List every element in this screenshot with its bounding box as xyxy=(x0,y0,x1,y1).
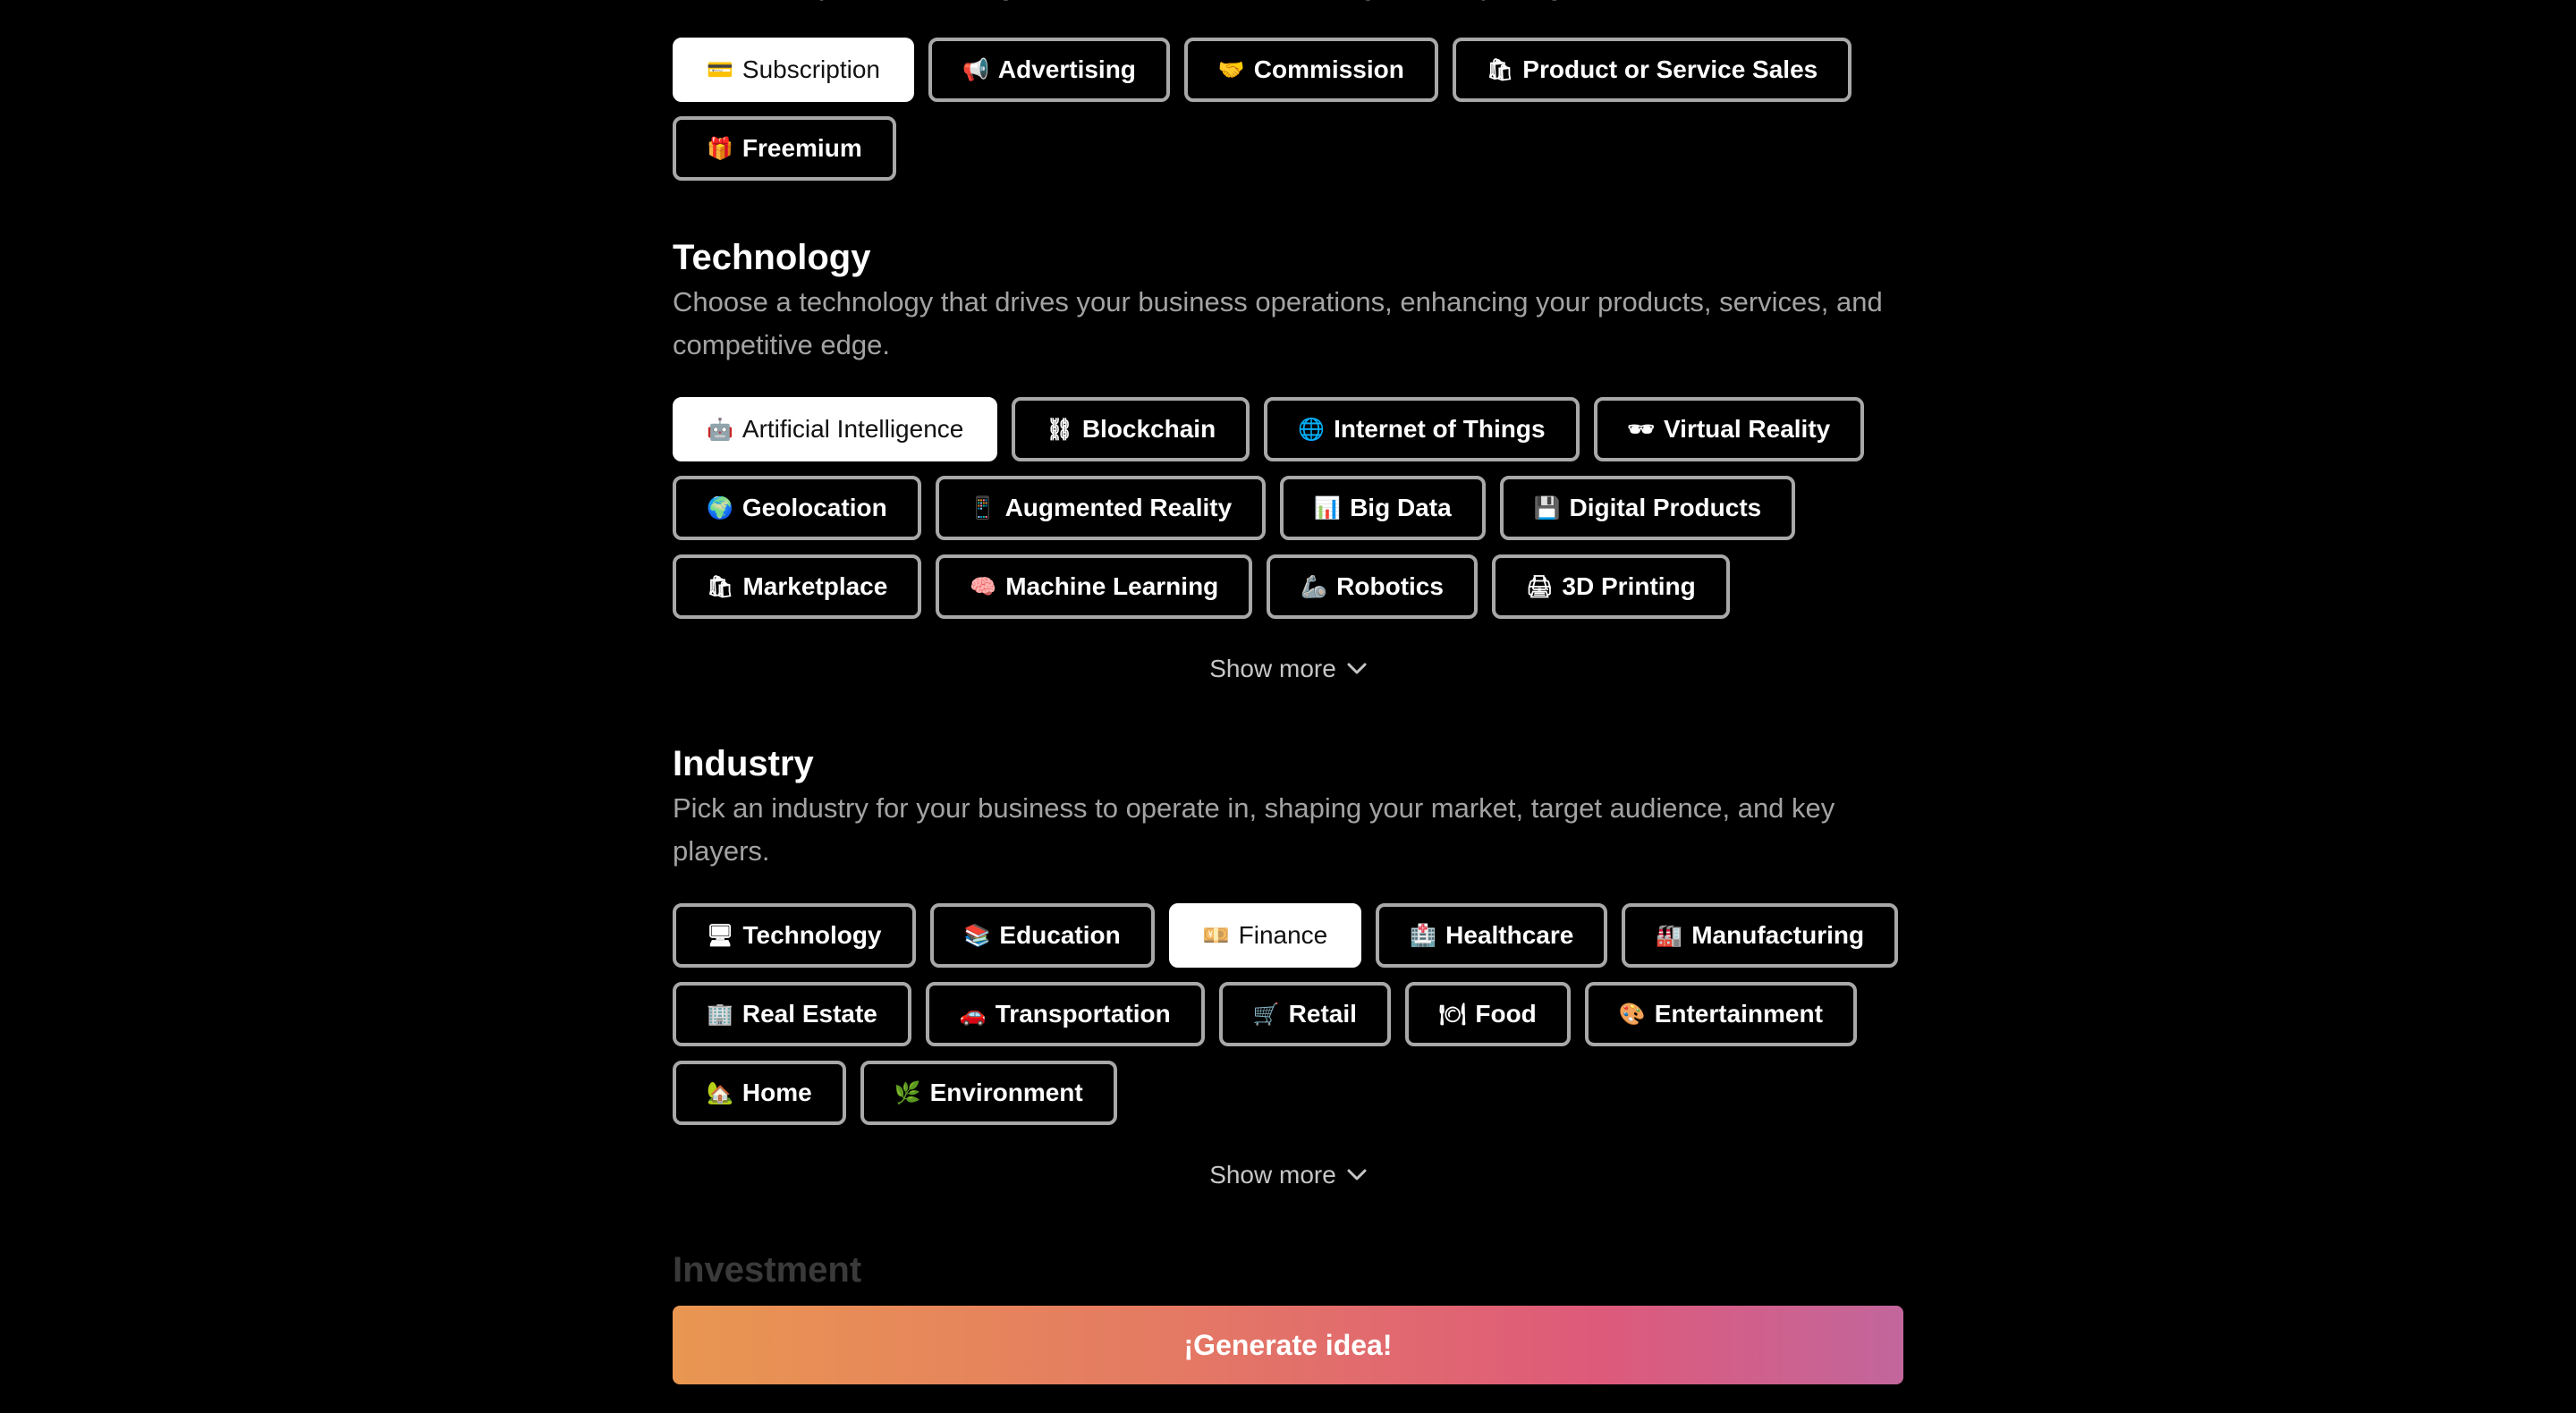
robotics-emoji-icon: 🦾 xyxy=(1301,574,1328,599)
option-label: Internet of Things xyxy=(1334,415,1546,443)
option-label: Manufacturing xyxy=(1691,921,1865,949)
option-machine-learning[interactable] xyxy=(936,554,1252,619)
section-description: Pick an industry for your business to operate in, shaping your market, target audience, and key players. xyxy=(673,792,1835,867)
option-label: Commission xyxy=(1253,55,1404,83)
option-technology[interactable] xyxy=(673,903,916,968)
finance-emoji-icon: 💴 xyxy=(1202,923,1230,948)
section-title: Industry xyxy=(673,744,814,783)
product-or-service-sales-emoji-icon: 🛍 xyxy=(1486,57,1514,82)
option-advertising[interactable] xyxy=(928,38,1170,102)
option-label: Geolocation xyxy=(741,494,887,521)
manufacturing-emoji-icon: 🏭 xyxy=(1656,923,1683,948)
technology-options xyxy=(673,397,1903,619)
option-digital-products[interactable] xyxy=(1500,476,1796,540)
option-label: Retail xyxy=(1288,1000,1357,1028)
subscription-emoji-icon: 💳 xyxy=(707,57,733,82)
section-industry xyxy=(673,740,1903,1193)
option-label: Finance xyxy=(1238,921,1328,949)
option-label: Machine Learning xyxy=(1005,572,1219,600)
option-environment[interactable] xyxy=(860,1061,1117,1125)
option-big-data[interactable] xyxy=(1280,476,1485,540)
generate-idea-button[interactable]: ¡Generate idea! xyxy=(673,1306,1903,1384)
advertising-emoji-icon: 📢 xyxy=(962,57,989,82)
digital-products-emoji-icon: 💾 xyxy=(1533,495,1561,520)
option-internet-of-things[interactable] xyxy=(1264,397,1579,461)
3d-printing-emoji-icon: 🖨 xyxy=(1525,574,1554,599)
virtual-reality-emoji-icon: 🕶 xyxy=(1627,417,1655,442)
section-title: Investment xyxy=(673,1250,862,1290)
option-label: Subscription xyxy=(741,55,880,83)
option-augmented-reality[interactable] xyxy=(936,476,1267,540)
option-finance[interactable] xyxy=(1169,903,1362,968)
option-label: Real Estate xyxy=(741,1000,877,1028)
form-content xyxy=(673,0,1903,1293)
option-label: Freemium xyxy=(741,134,862,162)
option-label: Food xyxy=(1475,1000,1537,1028)
option-blockchain[interactable] xyxy=(1012,397,1250,461)
option-geolocation[interactable] xyxy=(673,476,921,540)
option-home[interactable] xyxy=(673,1061,846,1125)
blockchain-emoji-icon: ⛓ xyxy=(1046,417,1073,442)
retail-emoji-icon: 🛒 xyxy=(1252,1002,1280,1027)
big-data-emoji-icon: 📊 xyxy=(1314,495,1342,520)
show-more-label: Show more xyxy=(1209,1161,1336,1189)
geolocation-emoji-icon: 🌍 xyxy=(707,495,733,520)
section-title: Technology xyxy=(673,238,871,277)
marketplace-emoji-icon: 🛍 xyxy=(707,574,734,599)
option-freemium[interactable] xyxy=(673,116,896,181)
option-label: Home xyxy=(741,1079,812,1106)
option-label: Education xyxy=(999,921,1121,949)
option-artificial-intelligence[interactable] xyxy=(673,397,997,461)
option-marketplace[interactable] xyxy=(673,554,921,619)
commission-emoji-icon: 🤝 xyxy=(1217,57,1245,82)
section-technology xyxy=(673,234,1903,687)
chevron-down-icon xyxy=(1347,663,1367,675)
option-education[interactable] xyxy=(930,903,1155,968)
section-revenue-model xyxy=(673,0,1903,181)
option-real-estate[interactable] xyxy=(673,982,911,1046)
option-label: Artificial Intelligence xyxy=(741,415,964,443)
freemium-emoji-icon: 🎁 xyxy=(707,136,733,161)
option-virtual-reality[interactable] xyxy=(1594,397,1865,461)
technology-emoji-icon: 🖥 xyxy=(707,923,734,948)
option-label: Augmented Reality xyxy=(1004,494,1233,521)
technology-show-more-button[interactable] xyxy=(673,651,1903,687)
education-emoji-icon: 📚 xyxy=(963,923,991,948)
option-label: Product or Service Sales xyxy=(1522,55,1818,83)
option-product-or-service-sales[interactable] xyxy=(1453,38,1852,102)
show-more-label: Show more xyxy=(1209,655,1336,682)
transportation-emoji-icon: 🚗 xyxy=(959,1002,987,1027)
option-label: Healthcare xyxy=(1445,921,1574,949)
option-label: Digital Products xyxy=(1569,494,1762,521)
option-retail[interactable] xyxy=(1219,982,1391,1046)
section-description xyxy=(673,0,1903,7)
option-3d-printing[interactable] xyxy=(1492,554,1730,619)
option-commission[interactable] xyxy=(1184,38,1438,102)
option-manufacturing[interactable] xyxy=(1622,903,1898,968)
option-label: Virtual Reality xyxy=(1664,415,1831,443)
real-estate-emoji-icon: 🏢 xyxy=(707,1002,733,1027)
machine-learning-emoji-icon: 🧠 xyxy=(970,574,997,599)
environment-emoji-icon: 🌿 xyxy=(894,1080,921,1105)
industry-show-more-button[interactable] xyxy=(673,1157,1903,1193)
option-robotics[interactable] xyxy=(1267,554,1478,619)
entertainment-emoji-icon: 🎨 xyxy=(1618,1002,1646,1027)
option-label: Transportation xyxy=(995,1000,1171,1028)
industry-options xyxy=(673,903,1903,1125)
healthcare-emoji-icon: 🏥 xyxy=(1410,923,1437,948)
option-entertainment[interactable] xyxy=(1585,982,1857,1046)
section-investment xyxy=(673,1247,1903,1293)
option-label: Technology xyxy=(742,921,882,949)
option-label: Environment xyxy=(929,1079,1083,1106)
home-emoji-icon: 🏡 xyxy=(707,1080,733,1105)
option-transportation[interactable] xyxy=(926,982,1205,1046)
option-food[interactable] xyxy=(1405,982,1571,1046)
option-label: Big Data xyxy=(1350,494,1452,521)
option-healthcare[interactable] xyxy=(1376,903,1607,968)
section-description: Choose a technology that drives your business operations, enhancing your products, services, and competitive edge. xyxy=(673,286,1883,360)
option-label: Robotics xyxy=(1336,572,1444,600)
food-emoji-icon: 🍽 xyxy=(1438,1002,1467,1027)
internet-of-things-emoji-icon: 🌐 xyxy=(1298,417,1326,442)
option-label: Blockchain xyxy=(1081,415,1216,443)
option-label: Entertainment xyxy=(1654,1000,1823,1028)
chevron-down-icon xyxy=(1347,1169,1367,1181)
artificial-intelligence-emoji-icon: 🤖 xyxy=(707,417,733,442)
revenue-options xyxy=(673,38,1903,181)
option-label: 3D Printing xyxy=(1562,572,1696,600)
option-subscription[interactable] xyxy=(673,38,914,102)
augmented-reality-emoji-icon: 📱 xyxy=(969,495,996,520)
option-label: Advertising xyxy=(997,55,1136,83)
option-label: Marketplace xyxy=(742,572,888,600)
